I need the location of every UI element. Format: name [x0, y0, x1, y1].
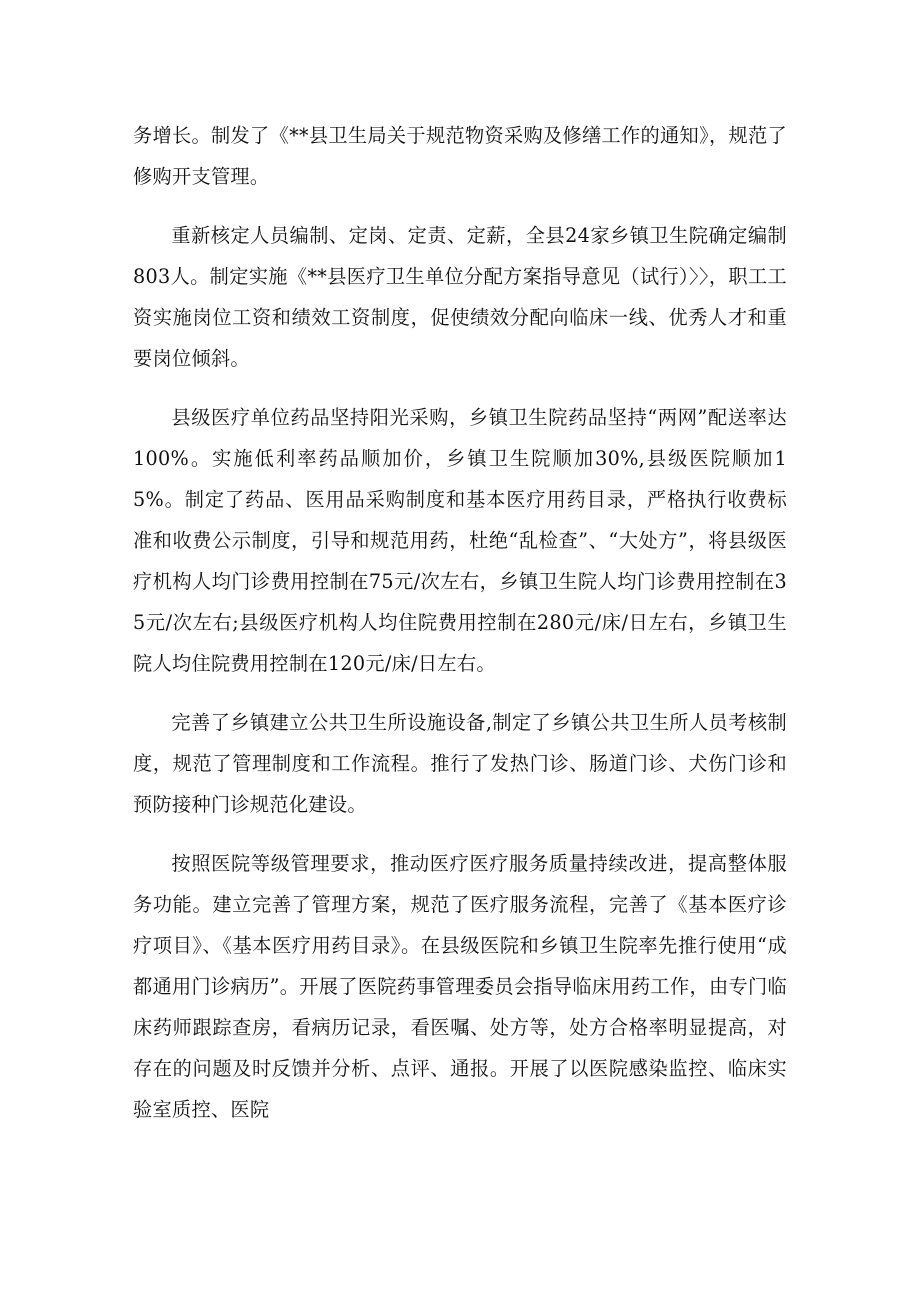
paragraph-staffing-salary: 重新核定人员编制、定岗、定责、定薪，全县24家乡镇卫生院确定编制803人。制定实施《**县医疗卫生单位分配方案指导意见（试行）〉〉，职工工资实施岗位工资和绩效工资制度，促使绩效分配向临床一线、优秀人才和重要岗位倾斜。 [133, 224, 787, 370]
paragraph-hospital-quality: 按照医院等级管理要求，推动医疗医疗服务质量持续改进，提高整体服务功能。建立完善了管理方案，规范了医疗服务流程，完善了《基本医疗诊疗项目》、《基本医疗用药目录》。在县级医院和乡镇卫生院率先推行使用“成都通用门诊病历”。开展了医院药事管理委员会指导临床用药工作，由专门临床药师跟踪查房，看病历记录，看医嘱、处方等，处方合格率明显提高，对存在的问题及时反馈并分析、点评、通报。开展了以医院感染监控、临床实验室质控、医院 [133, 852, 787, 1121]
paragraph-public-health-stations: 完善了乡镇建立公共卫生所设施设备,制定了乡镇公共卫生所人员考核制度，规范了管理制度和工作流程。推行了发热门诊、肠道门诊、犬伤门诊和预防接种门诊规范化建设。 [133, 711, 787, 816]
paragraph-drug-pricing: 县级医疗单位药品坚持阳光采购，乡镇卫生院药品坚持“两网”配送率达100%。实施低利率药品顺加价，乡镇卫生院顺加30%,县级医院顺加15%。制定了药品、医用品采购制度和基本医疗用药目录，严格执行收费标准和收费公示制度，引导和规范用药，杜绝“乱检查”、“大处方”，将县级医疗机构人均门诊费用控制在75元/次左右，乡镇卫生院人均门诊费用控制在35元/次左右;县级医疗机构人均住院费用控制在280元/床/日左右，乡镇卫生院人均住院费用控制在120元/床/日左右。 [133, 406, 787, 675]
paragraph-procurement-notice: 务增长。制发了《**县卫生局关于规范物资采购及修缮工作的通知》，规范了修购开支管理。 [133, 124, 787, 188]
